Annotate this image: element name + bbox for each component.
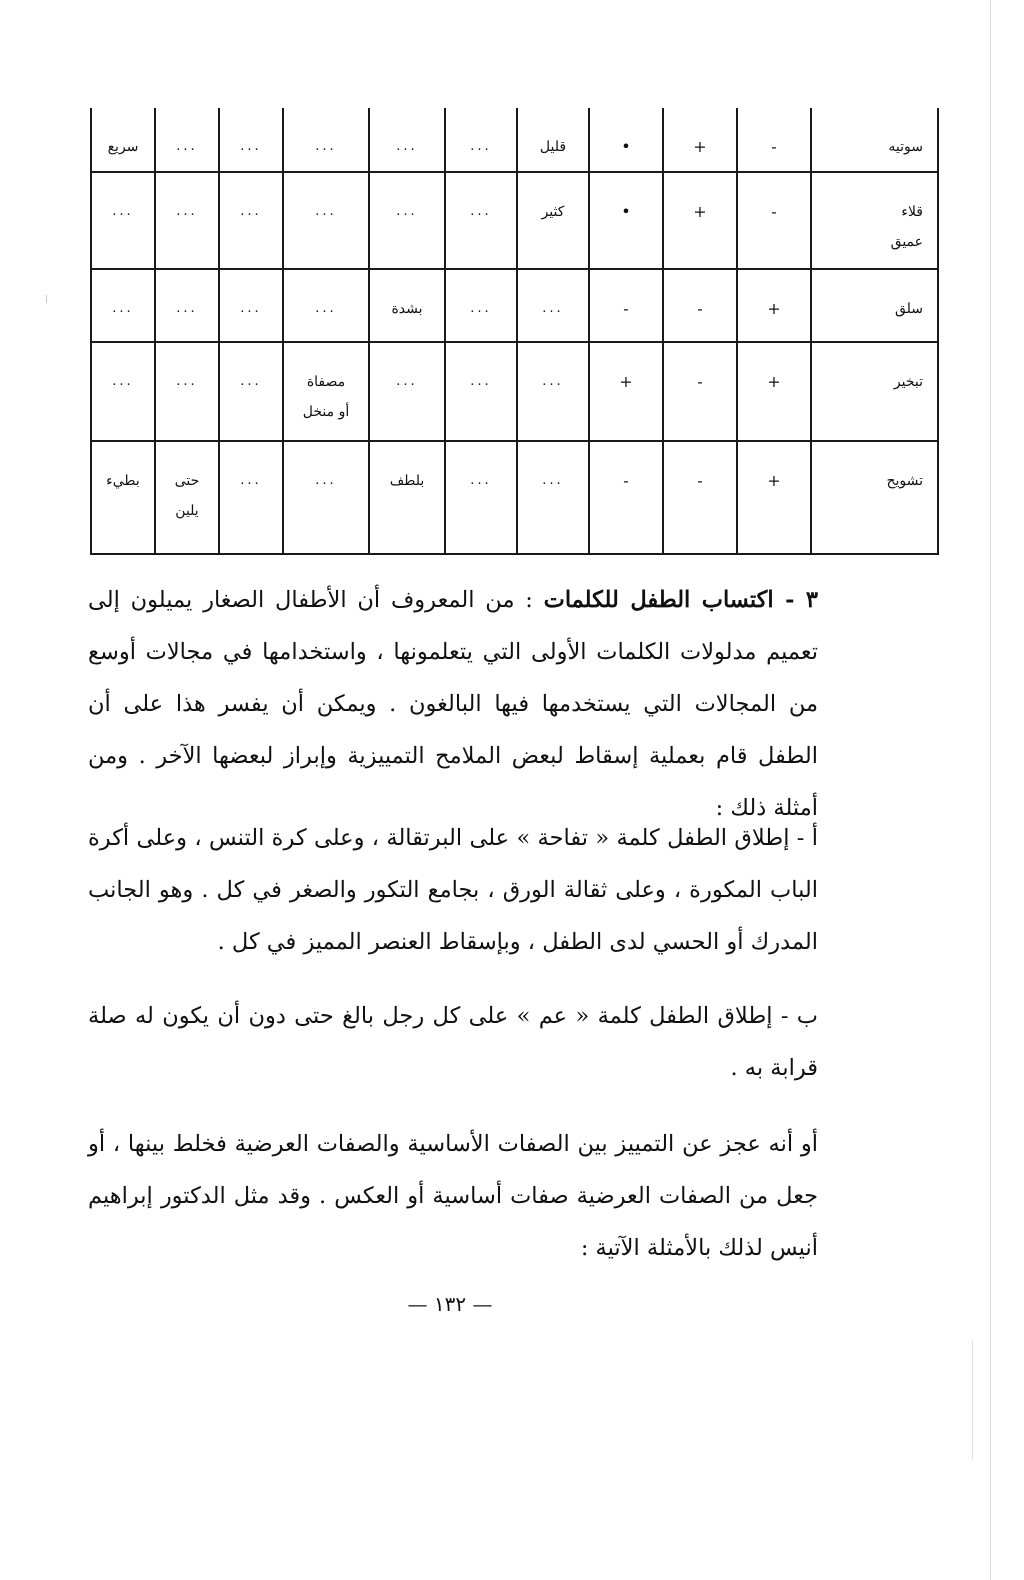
table-cell-text: ... [315,301,337,316]
table-cell [589,108,663,172]
table-cell-text: - [697,299,703,318]
table-cell [517,441,589,554]
table-cell-text: - [623,471,629,490]
table-cell-text: • [621,137,631,156]
table-cell-text: بلطف [389,473,425,489]
table-cell [737,269,811,342]
table-cell-word [811,108,938,172]
table-cell-text: ... [176,374,198,389]
table-cell-text: كثير [541,204,565,220]
table-cell-text: ... [542,374,564,389]
table-cell [737,441,811,554]
table-cell-text: - [771,202,777,221]
table-cell-text: + [767,299,781,318]
table-cell [155,441,219,554]
table-cell [369,269,445,342]
table-cell-text: • [621,202,631,221]
table-cell [589,342,663,441]
table-cell-text: ... [315,473,337,488]
table-cell-text: أو منخل [302,404,350,420]
table-cell [589,269,663,342]
table-cell-word [811,269,938,342]
table-cell-text: + [693,202,707,221]
table-cell [283,441,369,554]
table-cell [155,108,219,172]
table-cell [517,269,589,342]
example-a: أ - إطلاق الطفل كلمة « تفاحة » على البرتقالة ، وعلى كرة التنس ، وعلى أكرة الباب المكورة ، وعلى ثقالة الورق ، بجامع التكور والصغر في كل . وهو الجانب المدرك أو الحسي لدى الطفل ، وبإسقاط العنصر المميز في كل . [88,825,818,955]
table-cell [517,108,589,172]
table-cell [283,172,369,269]
table-cell-word [811,172,938,269]
table-cell-text: قليل [539,139,567,155]
table-cell [737,108,811,172]
table-cell-word [811,342,938,441]
table-cell [445,108,517,172]
table-cell-text: سلق [894,301,923,317]
page-edge-line-secondary [972,1340,973,1460]
table-cell-text: تبخير [893,374,923,390]
table-cell-text: ... [176,204,198,219]
table-cell-text: ... [470,374,492,389]
table-cell-text: عميق [890,234,923,250]
table-cell [283,342,369,441]
table-cell [737,172,811,269]
table-cell-text: حتى [174,473,200,489]
table-cell-text: + [693,137,707,156]
table-cell-text: مصفاة [306,374,346,390]
table-row [91,108,938,172]
table-cell [283,108,369,172]
table-cell [155,172,219,269]
table-cell-text: ... [396,204,418,219]
features-table-body [91,108,938,554]
table-cell-text: ... [470,204,492,219]
table-cell-text: ... [112,301,134,316]
table-cell [737,342,811,441]
table-row [91,441,938,554]
page-edge-line [990,0,991,1580]
table-cell-text: - [697,471,703,490]
table-cell-text: بشدة [391,301,423,317]
table-cell [91,441,155,554]
table-cell-text: - [697,372,703,391]
table-cell-text: ... [470,301,492,316]
paragraph-child-word-acquisition [88,574,818,834]
table-cell [219,269,283,342]
table-cell [155,269,219,342]
table-cell-text: ... [470,473,492,488]
table-cell-text: ... [240,139,262,154]
section-heading: ٣ - اكتساب الطفل للكلمات [543,587,818,613]
table-cell-text: ... [396,139,418,154]
table-cell-text: - [623,299,629,318]
table-cell-text: قلاء [901,204,923,220]
table-cell [517,172,589,269]
table-cell-text: بطيء [106,473,140,489]
table-cell-text: - [771,137,777,156]
table-cell [91,342,155,441]
table-row [91,342,938,441]
table-cell-text: ... [112,374,134,389]
table-cell-text: + [767,372,781,391]
table-cell [663,269,737,342]
table-cell [219,108,283,172]
table-cell-text: ... [176,139,198,154]
table-cell-text: ... [396,374,418,389]
table-cell-text: ... [240,204,262,219]
table-cell [663,342,737,441]
table-cell [663,172,737,269]
table-cell-text: ... [542,301,564,316]
table-cell [589,172,663,269]
table-cell [91,108,155,172]
table-cell-text: ... [470,139,492,154]
table-cell [219,342,283,441]
table-cell-text: ... [542,473,564,488]
table-cell [283,269,369,342]
table-cell-text: + [767,471,781,490]
table-cell [369,172,445,269]
table-cell-text: ... [240,473,262,488]
features-table [90,108,939,555]
table-cell [91,172,155,269]
table-cell [663,441,737,554]
scan-mark [46,295,47,303]
table-cell-text: ... [315,204,337,219]
page-number: — ١٣٢ — [407,1292,493,1316]
table-cell-text: سوتيه [888,139,923,155]
table-cell-text: + [619,372,633,391]
table-cell [91,269,155,342]
table-cell [219,172,283,269]
table-cell [445,172,517,269]
table-cell-word [811,441,938,554]
table-cell [445,342,517,441]
table-cell-text: سريع [107,139,139,155]
table-cell [663,108,737,172]
table-cell [517,342,589,441]
table-cell [369,441,445,554]
table-cell-text: يلين [175,503,199,519]
table-cell-text: تشويح [886,473,923,489]
table-row [91,172,938,269]
table-cell [155,342,219,441]
example-b: ب - إطلاق الطفل كلمة « عم » على كل رجل بالغ حتى دون أن يكون له صلة قرابة به . [88,1003,818,1081]
table-row [91,269,938,342]
table-cell [445,269,517,342]
table-cell-text: ... [240,301,262,316]
table-cell [219,441,283,554]
paragraph-essential-accidental: أو أنه عجز عن التمييز بين الصفات الأساسية والصفات العرضية فخلط بينها ، أو جعل من الصفات العرضية صفات أساسية أو العكس . وقد مثل الدكتور إبراهيم أنيس لذلك بالأمثلة الآتية : [88,1131,818,1261]
table-cell [445,441,517,554]
table-cell-text: ... [315,139,337,154]
table-cell-text: ... [112,204,134,219]
paragraph-text: : من المعروف أن الأطفال الصغار يميلون إلى تعميم مدلولات الكلمات الأولى التي يتعلمونها ، واستخدامها في مجالات أوسع من المجالات التي يستخدمها فيها البالغون . ويمكن أن يفسر هذا على أن الطفل قام بعملية إسقاط لبعض الملامح التمييزية وإبراز لبعضها الآخر . ومن أمثلة ذلك : [88,587,818,821]
table-cell [369,342,445,441]
table-cell-text: ... [176,301,198,316]
table-cell [369,108,445,172]
table-cell-text: ... [240,374,262,389]
table-cell [589,441,663,554]
